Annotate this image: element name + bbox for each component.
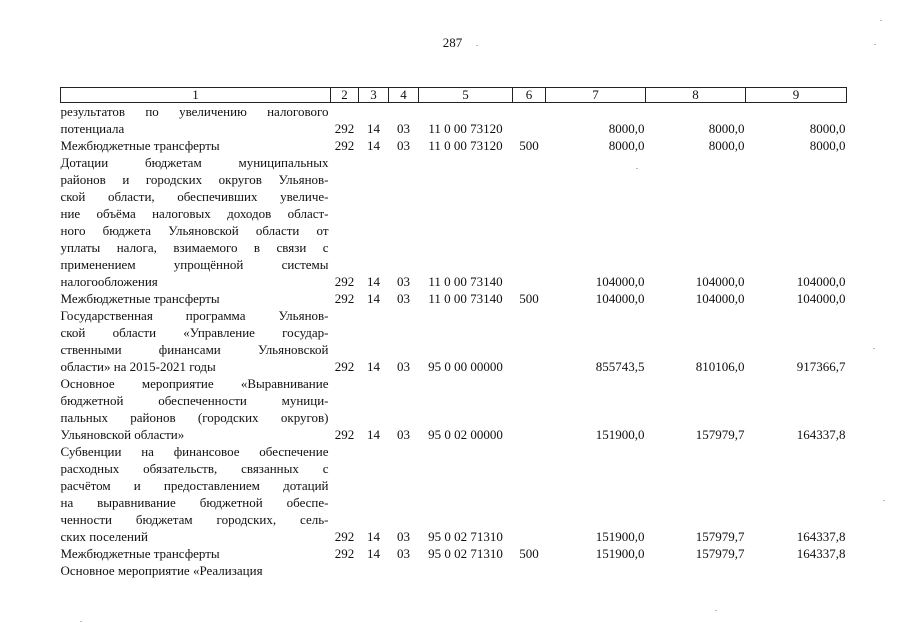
- budget-table: [60, 87, 847, 579]
- description-line: ние объёма налоговых доходов област-: [60, 206, 329, 221]
- subsection-code: 03: [397, 529, 410, 544]
- amount-year-3: 164337,8: [796, 529, 846, 544]
- table-row: [61, 375, 847, 443]
- description-line: Межбюджетные трансферты: [60, 546, 220, 561]
- description-line: ченности бюджетам городских, сель-: [60, 512, 329, 527]
- amount-year-1: 8000,0: [608, 121, 645, 136]
- description-line: ственными финансами Ульяновской: [60, 342, 329, 357]
- amount-year-2: 810106,0: [695, 359, 745, 374]
- target-article: 95 0 02 00000: [428, 427, 503, 442]
- column-header-1: 1: [61, 88, 331, 103]
- subsection-code: 03: [397, 274, 410, 289]
- expense-type: 500: [519, 138, 539, 153]
- subsection-code: 03: [397, 359, 410, 374]
- column-header-8: 8: [646, 88, 746, 103]
- description-line: расходных обязательств, связанных с: [60, 461, 329, 476]
- target-article: 11 0 00 73140: [428, 274, 503, 289]
- column-header-2: 2: [331, 88, 359, 103]
- admin-code: 292: [334, 291, 355, 306]
- amount-year-1: 855743,5: [595, 359, 645, 374]
- description-line: районов и городских округов Ульянов-: [60, 172, 329, 187]
- table-body: [61, 103, 847, 580]
- table-header-row: [61, 88, 847, 103]
- description-line: Субвенции на финансовое обеспечение: [60, 444, 329, 459]
- expense-type: [513, 375, 546, 443]
- admin-code: 292: [334, 546, 355, 561]
- table-row: [61, 103, 847, 138]
- amount-year-2: 157979,7: [695, 546, 745, 561]
- expense-type: [513, 443, 546, 545]
- description-line: области» на 2015-2021 годы: [60, 359, 216, 374]
- page-number: 287: [442, 35, 463, 50]
- description-line: пальных районов (городских округов): [60, 410, 329, 425]
- section-code: 14: [367, 529, 380, 544]
- admin-code: [331, 562, 359, 579]
- section-code: 14: [367, 359, 380, 374]
- row-description: [61, 137, 331, 154]
- admin-code: 292: [334, 529, 355, 544]
- section-code: [359, 562, 389, 579]
- row-description: [61, 562, 331, 579]
- subsection-code: 03: [397, 291, 410, 306]
- amount-year-1: 104000,0: [595, 291, 645, 306]
- description-line: Межбюджетные трансферты: [60, 291, 220, 306]
- row-description: [61, 154, 331, 290]
- amount-year-1: [546, 562, 646, 579]
- table-row: [61, 290, 847, 307]
- section-code: 14: [367, 121, 380, 136]
- description-line: бюджетной обеспеченности муници-: [60, 393, 329, 408]
- expense-type: 500: [519, 546, 539, 561]
- column-header-5: 5: [419, 88, 513, 103]
- amount-year-3: 104000,0: [796, 291, 846, 306]
- description-line: Дотации бюджетам муниципальных: [60, 155, 329, 170]
- description-line: применением упрощённой системы: [60, 257, 329, 272]
- table-row: [61, 443, 847, 545]
- description-line: Государственная программа Ульянов-: [60, 308, 329, 323]
- row-description: [61, 307, 331, 375]
- subsection-code: 03: [397, 427, 410, 442]
- section-code: 14: [367, 274, 380, 289]
- description-line: уплаты налога, взимаемого в связи с: [60, 240, 329, 255]
- table-row: [61, 562, 847, 579]
- amount-year-2: [646, 562, 746, 579]
- table-row: [61, 307, 847, 375]
- row-description: [61, 290, 331, 307]
- amount-year-1: 151900,0: [595, 427, 645, 442]
- subsection-code: 03: [397, 546, 410, 561]
- section-code: 14: [367, 138, 380, 153]
- admin-code: 292: [334, 138, 355, 153]
- row-description: [61, 375, 331, 443]
- subsection-code: [389, 562, 419, 579]
- description-line: ских поселений: [60, 529, 148, 544]
- amount-year-3: 8000,0: [809, 138, 846, 153]
- amount-year-3: 164337,8: [796, 546, 846, 561]
- amount-year-3: 104000,0: [796, 274, 846, 289]
- amount-year-2: 104000,0: [695, 274, 745, 289]
- table-row: [61, 137, 847, 154]
- row-description: [61, 103, 331, 138]
- amount-year-3: 8000,0: [809, 121, 846, 136]
- expense-type: 500: [519, 291, 539, 306]
- admin-code: 292: [334, 427, 355, 442]
- amount-year-2: 104000,0: [695, 291, 745, 306]
- description-line: Основное мероприятие «Выравнивание: [60, 376, 329, 391]
- amount-year-3: 917366,7: [796, 359, 846, 374]
- description-line: Межбюджетные трансферты: [60, 138, 220, 153]
- expense-type: [513, 103, 546, 138]
- description-line: результатов по увеличению налогового: [60, 104, 329, 119]
- expense-type: [513, 562, 546, 579]
- admin-code: 292: [334, 274, 355, 289]
- amount-year-1: 8000,0: [608, 138, 645, 153]
- description-line: Основное мероприятие «Реализация: [60, 563, 263, 578]
- target-article: 11 0 00 73140: [428, 291, 503, 306]
- expense-type: [513, 154, 546, 290]
- target-article: 95 0 02 71310: [428, 546, 503, 561]
- section-code: 14: [367, 291, 380, 306]
- amount-year-2: 157979,7: [695, 427, 745, 442]
- target-article: 95 0 02 71310: [428, 529, 503, 544]
- amount-year-3: [746, 562, 847, 579]
- amount-year-2: 8000,0: [708, 121, 745, 136]
- row-description: [61, 443, 331, 545]
- admin-code: 292: [334, 359, 355, 374]
- table-row: [61, 154, 847, 290]
- column-header-7: 7: [546, 88, 646, 103]
- target-article: 11 0 00 73120: [428, 121, 503, 136]
- description-line: расчётом и предоставлением дотаций: [60, 478, 329, 493]
- description-line: ской области, обеспечивших увеличе-: [60, 189, 329, 204]
- amount-year-3: 164337,8: [796, 427, 846, 442]
- row-description: [61, 545, 331, 562]
- subsection-code: 03: [397, 138, 410, 153]
- admin-code: 292: [334, 121, 355, 136]
- amount-year-1: 104000,0: [595, 274, 645, 289]
- section-code: 14: [367, 427, 380, 442]
- target-article: [419, 562, 513, 579]
- amount-year-2: 157979,7: [695, 529, 745, 544]
- table-row: [61, 545, 847, 562]
- description-line: Ульяновской области»: [60, 427, 185, 442]
- target-article: 95 0 00 00000: [428, 359, 503, 374]
- column-header-4: 4: [389, 88, 419, 103]
- amount-year-2: 8000,0: [708, 138, 745, 153]
- expense-type: [513, 307, 546, 375]
- description-line: налогообложения: [60, 274, 158, 289]
- column-header-9: 9: [746, 88, 847, 103]
- column-header-3: 3: [359, 88, 389, 103]
- target-article: 11 0 00 73120: [428, 138, 503, 153]
- description-line: ской области «Управление государ-: [60, 325, 329, 340]
- section-code: 14: [367, 546, 380, 561]
- description-line: потенциала: [60, 121, 125, 136]
- amount-year-1: 151900,0: [595, 546, 645, 561]
- description-line: ного бюджета Ульяновской области от: [60, 223, 329, 238]
- amount-year-1: 151900,0: [595, 529, 645, 544]
- column-header-6: 6: [513, 88, 546, 103]
- subsection-code: 03: [397, 121, 410, 136]
- description-line: на выравнивание бюджетной обеспе-: [60, 495, 329, 510]
